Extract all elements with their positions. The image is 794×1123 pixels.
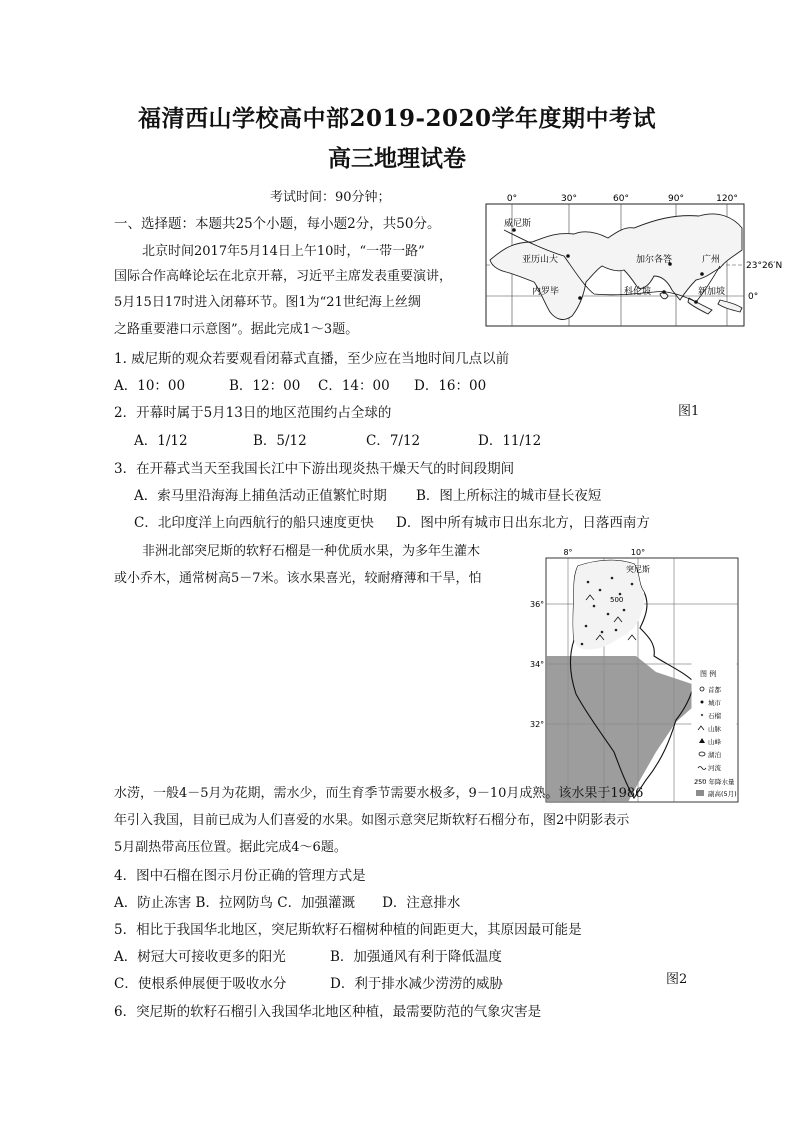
passage2-line: 年引入我国，目前已成为人们喜爱的水果。如图示意突尼斯软籽石榴分布，图2中阴影表示 bbox=[114, 813, 630, 828]
legend-item: 首都 bbox=[708, 686, 721, 694]
q3-option-d: D．图中所有城市日出东北方，日落西南方 bbox=[396, 515, 650, 531]
figure1-label: 图1 bbox=[678, 404, 700, 419]
question-stem: 4．图中石榴在图示月份正确的管理方式是 bbox=[114, 868, 366, 884]
lon-label: 30° bbox=[561, 194, 577, 204]
contour-label: 500 bbox=[610, 596, 624, 604]
question-stem: 3．在开幕式当天至我国长江中下游出现炎热干燥天气的时间段期间 bbox=[114, 461, 515, 477]
q3-option-b: B．图上所标注的城市昼长夜短 bbox=[416, 488, 602, 504]
legend-title: 图 例 bbox=[700, 670, 717, 678]
question-stem: 2．开幕时属于5月13日的地区范围约占全球的 bbox=[114, 405, 392, 421]
place-label: 加尔各答 bbox=[636, 255, 673, 265]
q2-option-a: A．1/12 bbox=[134, 433, 188, 449]
legend-item: 山脉 bbox=[708, 725, 721, 733]
figure1-map bbox=[484, 190, 794, 330]
legend-item: 副高(5月) bbox=[708, 790, 737, 798]
lat-label: 23°26′N bbox=[746, 261, 783, 271]
lon-label: 10° bbox=[630, 548, 646, 557]
q3-option-c: C．北印度洋上向西航行的船只速度更快 bbox=[134, 515, 374, 531]
q5-option-b: B．加强通风有利于降低温度 bbox=[330, 949, 502, 965]
passage1-line: 北京时间2017年5月14日上午10时，“一带一路” bbox=[142, 244, 425, 259]
q5-option-d: D．利于排水减少涝涝的威胁 bbox=[330, 976, 503, 992]
place-label: 新加坡 bbox=[698, 287, 726, 297]
q2-option-c: C．7/12 bbox=[366, 433, 421, 449]
q2-option-d: D．11/12 bbox=[478, 433, 542, 449]
q1-option-d: D．16：00 bbox=[414, 378, 487, 394]
question-stem: 5．相比于我国华北地区，突尼斯软籽石榴树种植的间距更大，其原因最可能是 bbox=[114, 922, 582, 938]
passage2-line: 5月副热带高压位置。据此完成4～6题。 bbox=[114, 840, 347, 855]
q5-option-c: C．使根系伸展便于吸收水分 bbox=[114, 976, 287, 992]
legend-item: 250 年降水量 bbox=[694, 778, 735, 786]
question-stem: 6．突尼斯的软籽石榴引入我国华北地区种植，最需要防范的气象灾害是 bbox=[114, 1004, 542, 1020]
q4-options: A．防止冻害 B．拉网防鸟 C．加强灌溉 D．注意排水 bbox=[114, 895, 461, 911]
figure2-map bbox=[516, 544, 742, 804]
legend-item: 城市 bbox=[708, 699, 721, 707]
lat-label: 0° bbox=[748, 292, 759, 302]
legend-item: 湖泊 bbox=[708, 751, 721, 759]
lat-label: 34° bbox=[530, 660, 545, 669]
q1-option-b: B．12：00 bbox=[229, 378, 301, 394]
place-label: 亚历山大 bbox=[522, 255, 559, 265]
place-label: 科伦坡 bbox=[624, 287, 652, 297]
legend-item: 山峰 bbox=[708, 738, 721, 746]
lon-label: 60° bbox=[613, 194, 629, 204]
q5-option-a: A．树冠大可接收更多的阳光 bbox=[114, 949, 286, 965]
lon-label: 8° bbox=[563, 548, 573, 557]
q1-option-c: C．14：00 bbox=[318, 378, 390, 394]
exam-subtitle: 高三地理试卷 bbox=[328, 145, 466, 172]
q3-option-a: A．索马里沿海海上捕鱼活动正值繁忙时期 bbox=[134, 488, 387, 504]
exam-title: 福清西山学校高中部2019-2020学年度期中考试 bbox=[137, 105, 657, 132]
legend-item: 河流 bbox=[708, 764, 721, 772]
section-heading: 一、选择题：本题共25个小题，每小题2分，共50分。 bbox=[114, 216, 441, 232]
lon-label: 120° bbox=[716, 194, 738, 204]
figure2-label: 图2 bbox=[666, 972, 688, 987]
place-label: 广州 bbox=[702, 255, 721, 265]
passage1-line: 国际合作高峰论坛在北京开幕，习近平主席发表重要演讲， bbox=[114, 269, 453, 284]
passage2-line: 水涝，一般4－5月为花期，需水少，而生育季节需要水极多，9－10月成熟。该水果于1986 bbox=[114, 786, 644, 801]
lat-label: 36° bbox=[530, 600, 545, 609]
place-label: 内罗毕 bbox=[532, 287, 560, 297]
lon-label: 0° bbox=[506, 194, 518, 204]
legend-item: 石榴 bbox=[708, 712, 721, 720]
passage2-line: 或小乔木，通常树高5－7米。该水果喜光，较耐瘠薄和干旱，怕 bbox=[114, 571, 482, 586]
question-stem: 1. 威尼斯的观众若要观看闭幕式直播，至少应在当地时间几点以前 bbox=[114, 351, 510, 367]
passage1-line: 之路重要港口示意图”。据此完成1～3题。 bbox=[114, 322, 359, 337]
q2-option-b: B．5/12 bbox=[253, 433, 307, 449]
passage2-line: 非洲北部突尼斯的软籽石榴是一种优质水果，为多年生灌木 bbox=[142, 544, 481, 559]
lat-label: 32° bbox=[530, 720, 545, 729]
exam-time: 考试时间：90分钟； bbox=[270, 190, 391, 205]
country-label: 突尼斯 bbox=[626, 565, 650, 574]
place-label: 威尼斯 bbox=[504, 219, 532, 229]
passage1-line: 5月15日17时进入闭幕环节。图1为“21世纪海上丝绸 bbox=[114, 295, 421, 310]
q1-option-a: A．10：00 bbox=[114, 378, 186, 394]
lon-label: 90° bbox=[668, 194, 684, 204]
